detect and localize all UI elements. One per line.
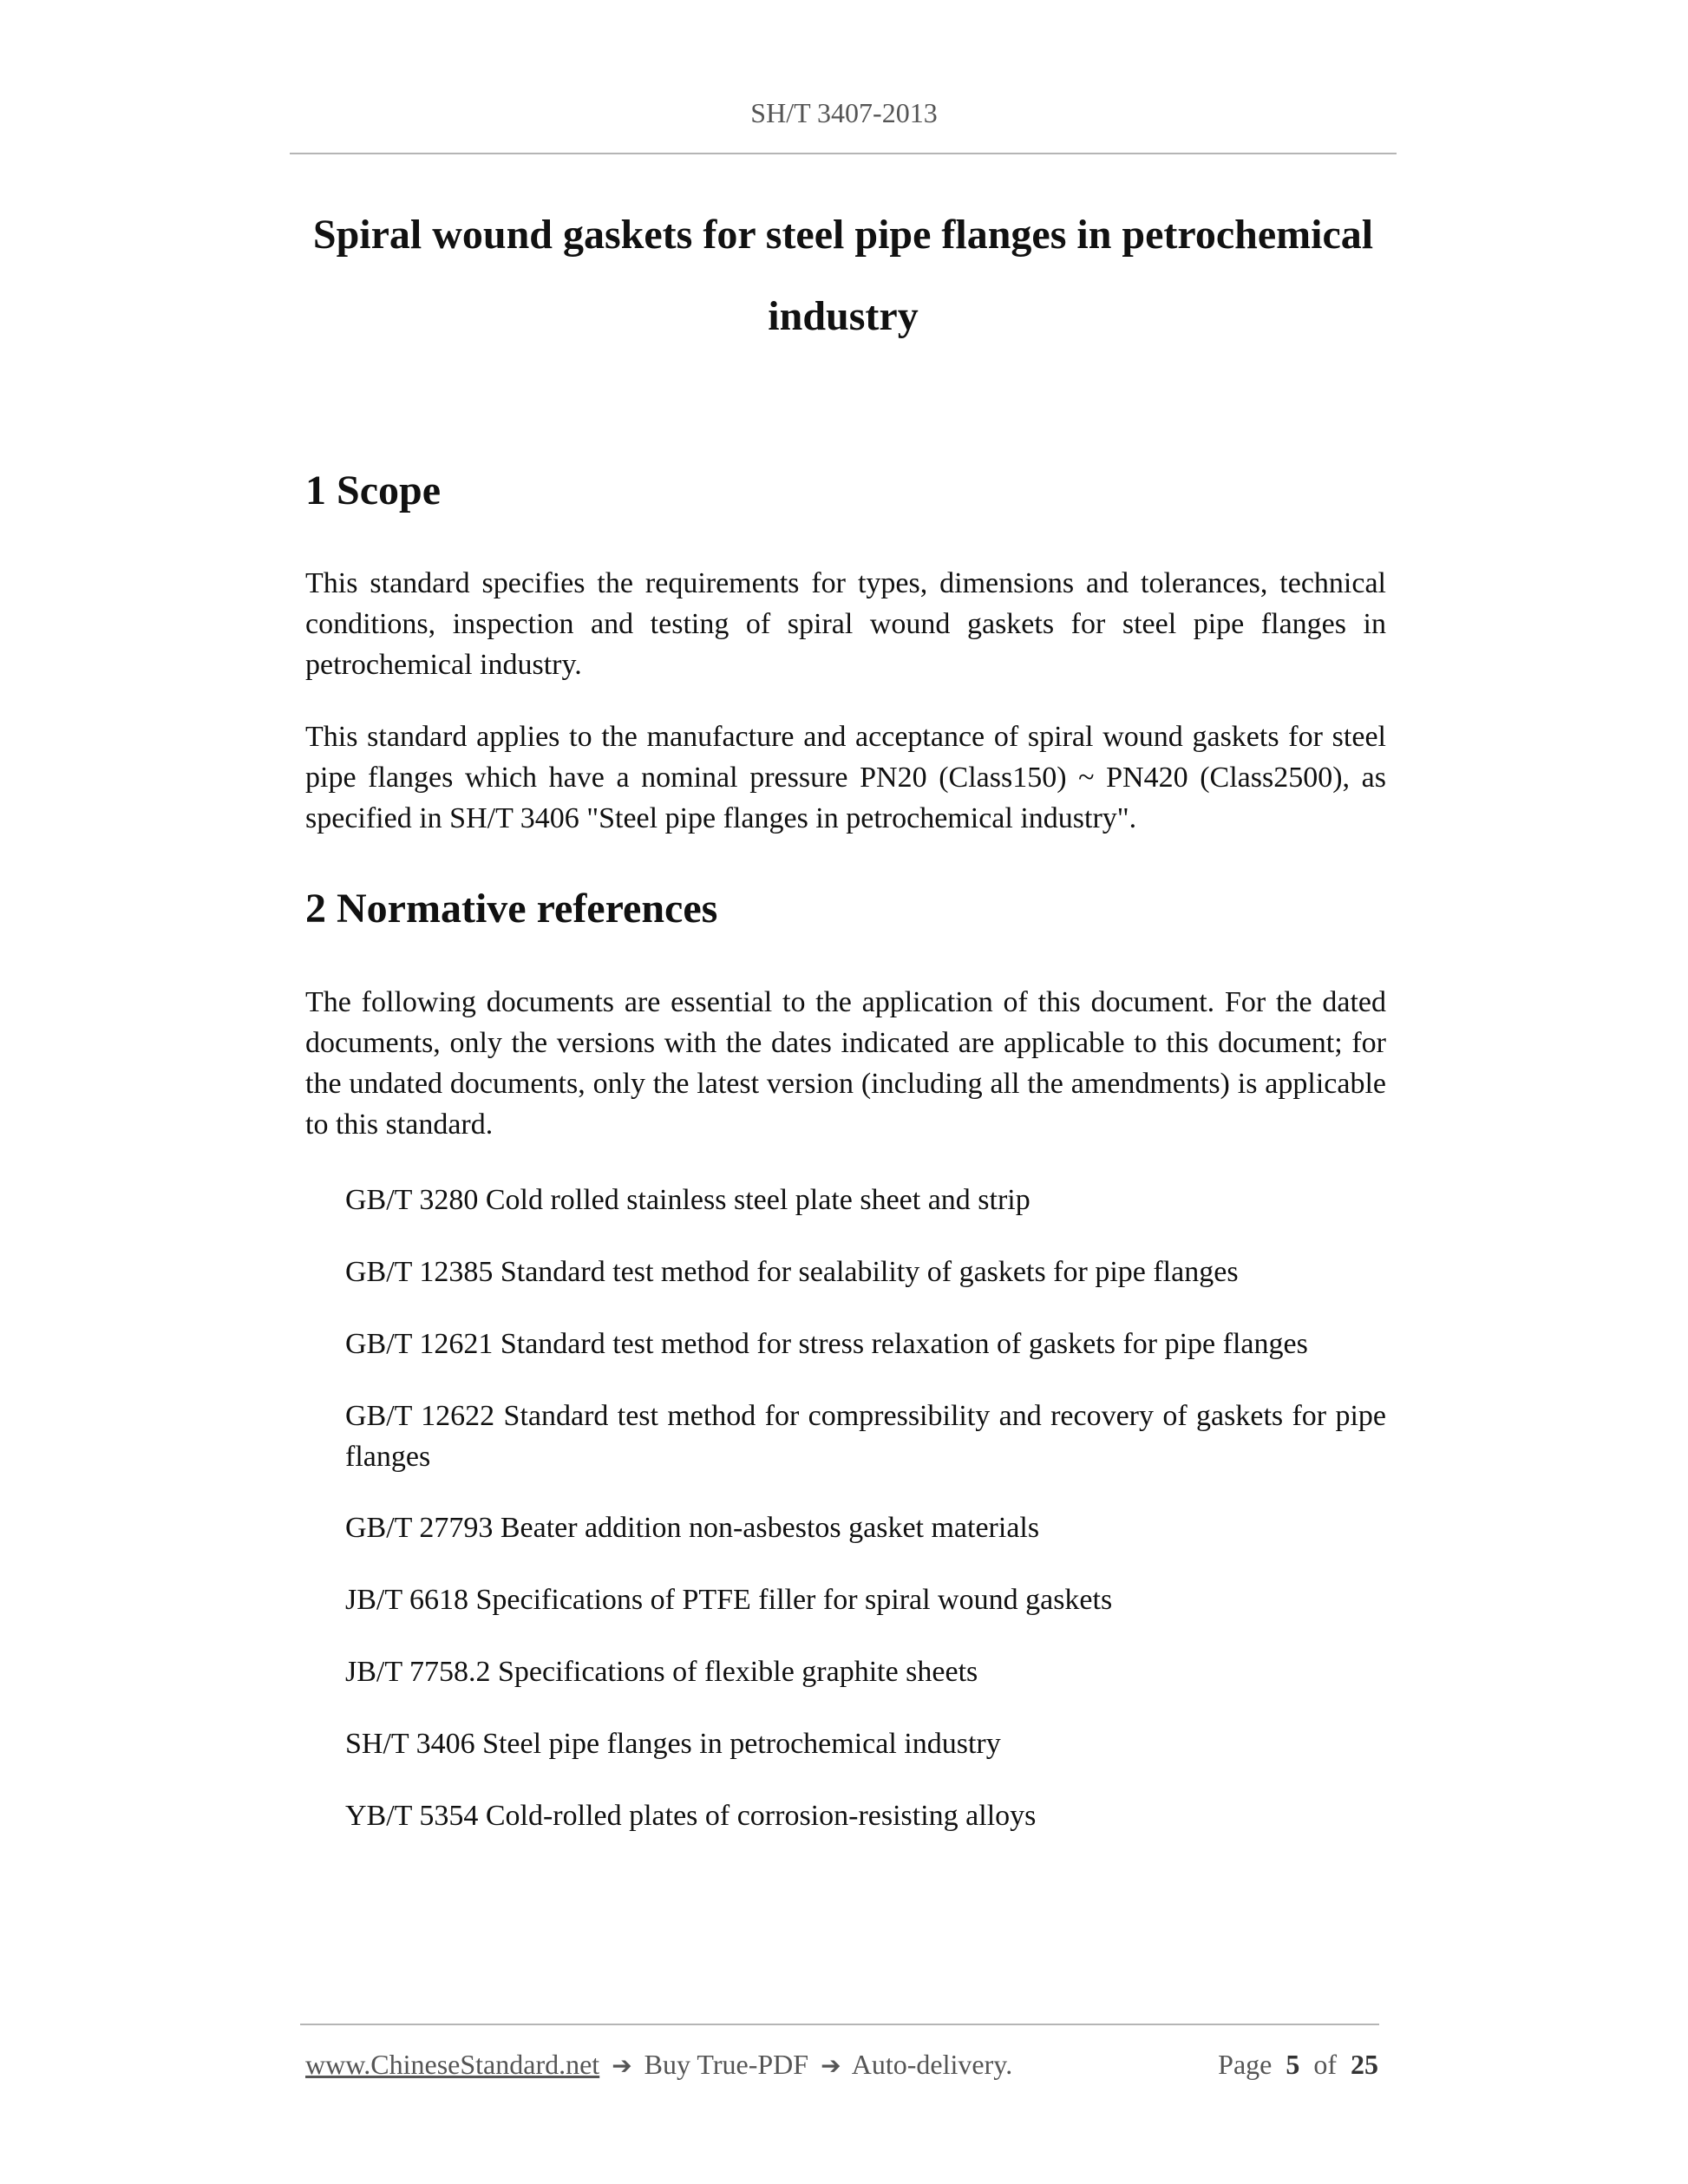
- buy-pdf-text: Buy True-PDF: [644, 2049, 809, 2080]
- page-label: Page: [1218, 2049, 1273, 2080]
- reference-item: JB/T 7758.2 Specifications of flexible graphite sheets: [345, 1656, 978, 1688]
- footer-promo: [305, 2049, 1012, 2081]
- site-link[interactable]: www.ChineseStandard.net: [305, 2049, 600, 2080]
- scope-paragraph-2: This standard applies to the manufacture and acceptance of spiral wound gaskets for steel pipe flanges which have a nominal pressure PN20 (Class150) ~ PN420 (Class2500), as specified in SH/T 3406 "Steel pipe flanges in petrochemical industry".: [305, 721, 1386, 834]
- scope-paragraph-1: This standard specifies the requirements for types, dimensions and tolerances, technical conditions, inspection and testing of spiral wound gaskets for steel pipe flanges in petrochemical industry.: [305, 567, 1386, 681]
- reference-item: GB/T 3280 Cold rolled stainless steel plate sheet and strip: [345, 1184, 1030, 1216]
- section-heading-scope: 1 Scope: [305, 468, 441, 513]
- footer-divider: [300, 2024, 1379, 2025]
- current-page-number: 5: [1286, 2049, 1300, 2080]
- auto-delivery-text: Auto-delivery.: [851, 2049, 1013, 2080]
- document-title-line-2: industry: [768, 293, 919, 339]
- section-heading-normative-references: 2 Normative references: [305, 886, 718, 932]
- total-pages-number: 25: [1351, 2049, 1378, 2080]
- right-arrow-icon: ➔: [821, 2051, 841, 2080]
- right-arrow-icon: ➔: [612, 2051, 632, 2080]
- reference-item: GB/T 12622 Standard test method for compressibility and recovery of gaskets for pipe flanges: [345, 1400, 1386, 1473]
- reference-item: GB/T 12621 Standard test method for stress relaxation of gaskets for pipe flanges: [345, 1328, 1308, 1360]
- document-code: SH/T 3407-2013: [750, 97, 938, 128]
- document-title: [290, 194, 1397, 357]
- reference-item: GB/T 12385 Standard test method for sealability of gaskets for pipe flanges: [345, 1256, 1239, 1288]
- reference-item: SH/T 3406 Steel pipe flanges in petrochemical industry: [345, 1728, 1001, 1760]
- reference-list: [345, 1180, 1386, 1867]
- reference-item: JB/T 6618 Specifications of PTFE filler for spiral wound gaskets: [345, 1584, 1113, 1616]
- normative-references-paragraph: The following documents are essential to the application of this document. For the dated documents, only the versions with the dates indicated are applicable to this document; for the undated documents, only the latest version (including all the amendments) is applicable to this standard.: [305, 986, 1386, 1141]
- of-label: of: [1313, 2049, 1337, 2080]
- reference-item: YB/T 5354 Cold-rolled plates of corrosion-resisting alloys: [345, 1800, 1037, 1832]
- header-divider: [290, 153, 1397, 154]
- document-title-line-1: Spiral wound gaskets for steel pipe flanges in petrochemical: [312, 212, 1374, 258]
- reference-item: GB/T 27793 Beater addition non-asbestos gasket materials: [345, 1512, 1040, 1544]
- page-indicator: [1218, 2049, 1378, 2081]
